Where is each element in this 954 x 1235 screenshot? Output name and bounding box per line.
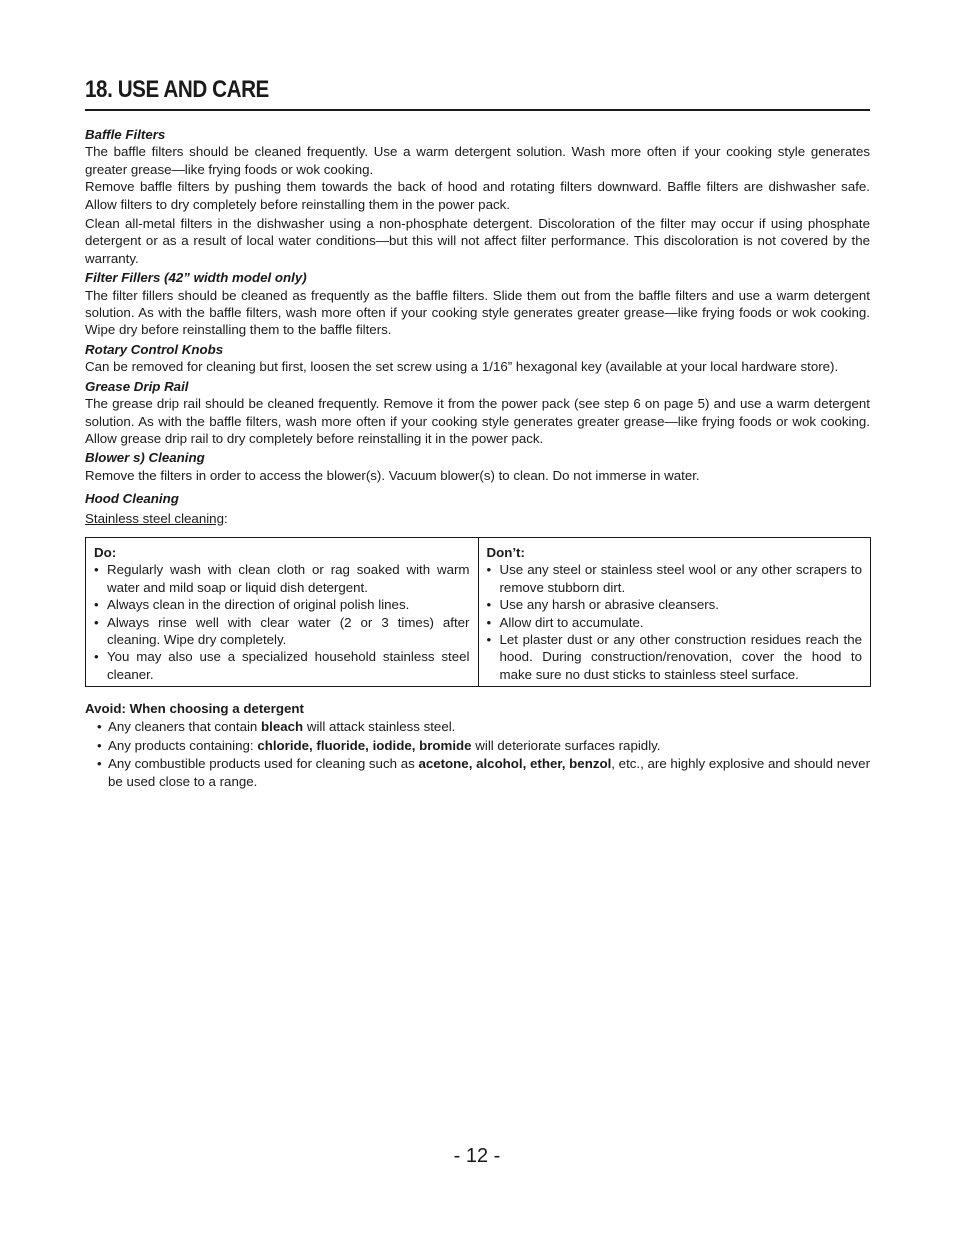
section-baffle-filters bbox=[85, 126, 870, 267]
paragraph: Can be removed for cleaning but first, loosen the set screw using a 1/16” hexagonal key (available at your local hardware store). bbox=[85, 359, 839, 375]
page-title: 18. USE AND CARE bbox=[85, 76, 269, 103]
content bbox=[85, 126, 870, 792]
section-heading: Filter Fillers (42” width model only) bbox=[85, 270, 307, 286]
page-number: - 12 - bbox=[453, 1145, 501, 1167]
bullet-icon: • bbox=[94, 562, 99, 578]
paragraph: The baffle filters should be cleaned frequently. Use a warm detergent solution. Wash more often if your cooking style generates greater grease—like frying foods or wok cooking. bbox=[85, 144, 870, 177]
do-label: Do: bbox=[94, 544, 117, 560]
bullet-icon: • bbox=[94, 649, 99, 665]
list-item: • Always clean in the direction of original polish lines. bbox=[94, 597, 410, 613]
section-avoid bbox=[85, 700, 870, 790]
list-item: • Regularly wash with clean cloth or rag soaked with warm water and mild soap or liquid dish detergent. bbox=[94, 562, 470, 595]
subheading-suffix: : bbox=[223, 510, 228, 526]
list-item: • Use any steel or stainless steel wool or any other scrapers to remove stubborn dirt. bbox=[486, 562, 862, 595]
section-heading: Hood Cleaning bbox=[85, 491, 179, 507]
bullet-icon: • bbox=[486, 597, 492, 613]
section-hood-cleaning bbox=[85, 490, 870, 687]
section-rotary-control-knobs bbox=[85, 341, 870, 376]
subheading-stainless-steel-cleaning bbox=[85, 510, 870, 527]
list-item: • Always rinse well with clear water (2 or 3 times) after cleaning. Wipe dry completely. bbox=[94, 614, 470, 647]
list-item: • Let plaster dust or any other construction residues reach the hood. During construction/renovation, cover the hood to make sure no dust sticks to stainless steel surface. bbox=[486, 631, 862, 682]
avoid-list bbox=[85, 718, 870, 791]
do-dont-table bbox=[85, 537, 871, 687]
list-item: • You may also use a specialized household stainless steel cleaner. bbox=[94, 649, 470, 682]
list-item: • Any combustible products used for cleaning such as acetone, alcohol, ether, benzol, etc., are highly explosive and should never be used close to a range. bbox=[97, 756, 871, 789]
section-heading: Baffle Filters bbox=[85, 127, 166, 142]
section-heading: Blower s) Cleaning bbox=[85, 450, 205, 466]
bullet-icon: • bbox=[486, 631, 492, 647]
title-divider bbox=[85, 109, 870, 111]
paragraph: The grease drip rail should be cleaned frequently. Remove it from the power pack (see step 6 on page 5) and use a warm detergent solution. As with the baffle filters, wash more often if your cooking style generates greater grease—like frying foods or wok cooking. Allow grease drip rail to dry completely before reinstalling it in the power pack. bbox=[85, 396, 870, 446]
bullet-icon: • bbox=[97, 718, 102, 734]
section-heading: Rotary Control Knobs bbox=[85, 341, 224, 357]
list-item: • Use any harsh or abrasive cleansers. bbox=[486, 597, 720, 613]
emphasis: acetone, alcohol, ether, benzol bbox=[418, 756, 612, 772]
paragraph: The filter fillers should be cleaned as frequently as the baffle filters. Slide them out from the baffle filters and use a warm detergent solution. As with the baffle filters, wash more often if your cooking style generates greater grease—like frying foods or wok cooking. Wipe dry before reinstalling them to the baffle filters. bbox=[85, 287, 870, 338]
section-heading: Grease Drip Rail bbox=[85, 378, 189, 394]
dont-label: Don’t: bbox=[486, 544, 525, 560]
bullet-icon: • bbox=[486, 562, 492, 578]
dont-column bbox=[478, 537, 871, 686]
bullet-icon: • bbox=[97, 737, 102, 753]
emphasis: chloride, fluoride, iodide, bromide bbox=[257, 737, 472, 753]
emphasis: bleach bbox=[261, 718, 304, 734]
subheading-text: Stainless steel cleaning bbox=[85, 510, 224, 526]
section-blower-cleaning bbox=[85, 449, 870, 484]
section-filter-fillers bbox=[85, 269, 870, 339]
list-item: • Any products containing: chloride, fluoride, iodide, bromide will deteriorate surfaces rapidly. bbox=[97, 737, 661, 753]
bullet-icon: • bbox=[486, 614, 492, 630]
do-list bbox=[94, 561, 470, 683]
paragraph: Remove baffle filters by pushing them towards the back of hood and rotating filters downward. Baffle filters are dishwasher safe. Allow filters to dry completely before reinstalling them in the power pack. bbox=[85, 179, 870, 212]
bullet-icon: • bbox=[94, 614, 99, 630]
list-item: • Any cleaners that contain bleach will attack stainless steel. bbox=[97, 718, 456, 734]
dont-list bbox=[487, 561, 863, 683]
bullet-icon: • bbox=[94, 597, 99, 613]
paragraph: Remove the filters in order to access the blower(s). Vacuum blower(s) to clean. Do not immerse in water. bbox=[85, 467, 700, 483]
avoid-heading: Avoid: When choosing a detergent bbox=[85, 701, 304, 717]
paragraph: Clean all-metal filters in the dishwasher using a non-phosphate detergent. Discoloration of the filter may occur if using phosphate detergent or as a result of local water conditions—but this will not affect filter performance. This discoloration is not covered by the warranty. bbox=[85, 216, 870, 266]
do-column bbox=[86, 537, 479, 686]
list-item: • Allow dirt to accumulate. bbox=[486, 614, 644, 630]
bullet-icon: • bbox=[97, 756, 102, 772]
section-grease-drip-rail bbox=[85, 378, 870, 448]
